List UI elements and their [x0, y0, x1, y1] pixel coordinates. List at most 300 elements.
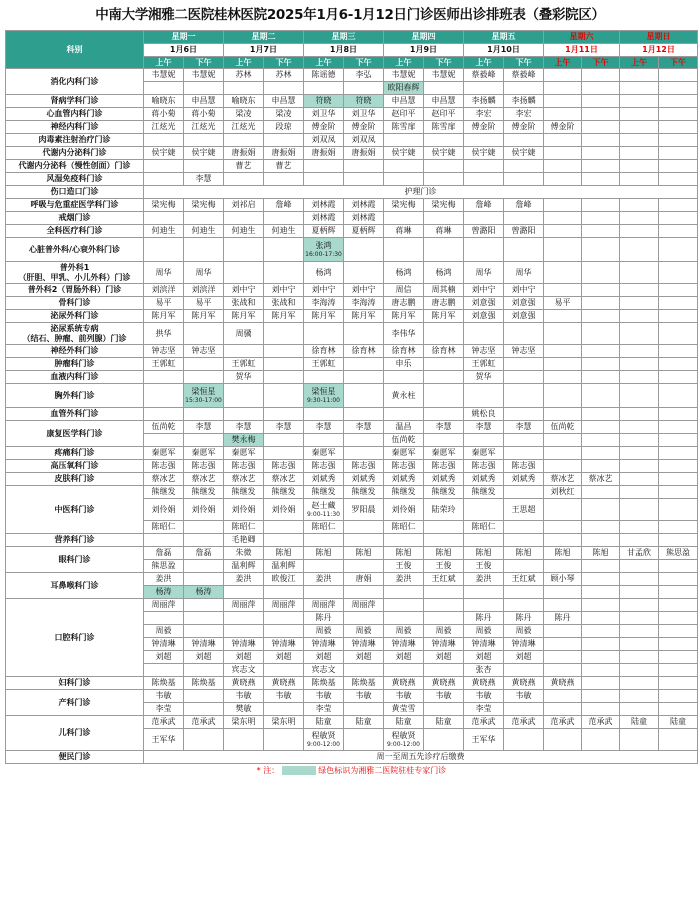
doctor-cell: [582, 82, 620, 95]
doctor-cell: [659, 134, 698, 147]
doctor-cell: 刘中宁: [264, 284, 304, 297]
doctor-cell: 陈雪扉: [384, 121, 424, 134]
doctor-cell: [224, 212, 264, 225]
department-name: 高压氧科门诊: [6, 460, 144, 473]
doctor-cell: 蒋小菊: [184, 108, 224, 121]
doctor-cell: [582, 371, 620, 384]
doctor-cell: 李莹: [144, 703, 184, 716]
doctor-cell: 王红斌: [504, 573, 544, 586]
doctor-cell: [659, 664, 698, 677]
doctor-cell: [344, 358, 384, 371]
doctor-cell: [544, 408, 582, 421]
doctor-cell: [620, 297, 659, 310]
doctor-cell: 姜洪: [144, 573, 184, 586]
doctor-cell: [582, 703, 620, 716]
doctor-cell: [264, 238, 304, 262]
doctor-cell: 周信: [384, 284, 424, 297]
doctor-cell: [184, 729, 224, 751]
doctor-cell: 陆童: [424, 716, 464, 729]
table-row: [6, 358, 698, 371]
doctor-cell: [264, 371, 304, 384]
table-row: [6, 262, 698, 284]
doctor-cell: 周毅: [304, 625, 344, 638]
doctor-cell: [504, 560, 544, 573]
doctor-cell: [464, 134, 504, 147]
doctor-cell: 夏柄辉: [304, 225, 344, 238]
doctor-cell: 范承武: [464, 716, 504, 729]
department-name: 肾病学科门诊: [6, 95, 144, 108]
doctor-cell: [582, 486, 620, 499]
doctor-cell: [344, 323, 384, 345]
table-row: [6, 599, 698, 612]
doctor-cell: 何迪生: [184, 225, 224, 238]
doctor-cell: [582, 460, 620, 473]
doctor-cell: [620, 121, 659, 134]
doctor-cell: [659, 599, 698, 612]
doctor-cell: 钟清琳: [424, 638, 464, 651]
doctor-cell: [504, 534, 544, 547]
department-name: 产科门诊: [6, 690, 144, 716]
table-row: [6, 345, 698, 358]
doctor-cell: [582, 599, 620, 612]
doctor-cell: 李海涛: [304, 297, 344, 310]
doctor-cell: 熊继发: [304, 486, 344, 499]
doctor-cell: [659, 434, 698, 447]
doctor-cell: [620, 651, 659, 664]
doctor-cell: [620, 238, 659, 262]
doctor-cell: [464, 82, 504, 95]
doctor-cell: 李慧: [504, 421, 544, 434]
doctor-cell: [344, 384, 384, 408]
weekday-header: 星期五: [464, 31, 544, 44]
doctor-cell: [659, 486, 698, 499]
doctor-cell: 王郭虹: [464, 358, 504, 371]
doctor-cell: [659, 238, 698, 262]
doctor-cell: [264, 521, 304, 534]
doctor-cell: 宾志文: [224, 664, 264, 677]
doctor-cell: [620, 284, 659, 297]
doctor-cell: [620, 199, 659, 212]
doctor-cell: [464, 212, 504, 225]
table-row: [6, 371, 698, 384]
doctor-cell: [344, 434, 384, 447]
doctor-cell: 熊思盈: [659, 547, 698, 560]
table-row: [6, 95, 698, 108]
doctor-cell: [620, 212, 659, 225]
doctor-cell: 喻晓东: [144, 95, 184, 108]
doctor-cell: [620, 384, 659, 408]
doctor-cell: 王思超: [504, 499, 544, 521]
doctor-cell: [224, 238, 264, 262]
doctor-cell: [659, 225, 698, 238]
doctor-cell: 刘伶娟: [384, 499, 424, 521]
doctor-cell: 傅金阶: [344, 121, 384, 134]
doctor-cell: 王军华: [144, 729, 184, 751]
doctor-cell: 李莹: [464, 703, 504, 716]
doctor-cell: [424, 408, 464, 421]
table-row: [6, 690, 698, 703]
doctor-cell: 段琼: [264, 121, 304, 134]
doctor-cell: 秦愿军: [184, 447, 224, 460]
doctor-cell: 陈志强: [184, 460, 224, 473]
doctor-cell: [659, 703, 698, 716]
doctor-cell: 赵印平: [384, 108, 424, 121]
doctor-cell: 王俊: [464, 560, 504, 573]
doctor-cell: 宾志文: [304, 664, 344, 677]
doctor-cell: [659, 147, 698, 160]
doctor-cell: 李慧: [264, 421, 304, 434]
table-row: [6, 69, 698, 82]
doctor-cell: [184, 573, 224, 586]
doctor-cell: 王红斌: [424, 573, 464, 586]
doctor-name: 梁恒星: [191, 387, 216, 396]
doctor-cell: [424, 729, 464, 751]
doctor-cell: 陈昭仁: [464, 521, 504, 534]
doctor-cell: [659, 586, 698, 599]
doctor-cell: [344, 447, 384, 460]
doctor-cell: 曾潞阳: [504, 225, 544, 238]
doctor-cell: [424, 521, 464, 534]
doctor-cell: 周华: [504, 262, 544, 284]
weekday-header: 星期日: [620, 31, 698, 44]
doctor-cell: [264, 434, 304, 447]
doctor-cell: [304, 408, 344, 421]
doctor-cell: 陆荣玲: [424, 499, 464, 521]
doctor-cell: 伍尚乾: [544, 421, 582, 434]
doctor-cell: 刘超: [504, 651, 544, 664]
doctor-cell: [504, 323, 544, 345]
doctor-cell: 钟志坚: [464, 345, 504, 358]
doctor-cell: [659, 499, 698, 521]
doctor-cell: [504, 664, 544, 677]
doctor-cell: [144, 371, 184, 384]
doctor-cell: [620, 560, 659, 573]
doctor-cell: [384, 729, 424, 751]
doctor-cell: [544, 238, 582, 262]
doctor-cell: 陈月军: [384, 310, 424, 323]
doctor-cell: 姜洪: [464, 573, 504, 586]
doctor-cell: 周毅: [344, 625, 384, 638]
doctor-cell: 苏林: [264, 69, 304, 82]
doctor-cell: 梁东明: [224, 716, 264, 729]
doctor-cell: [620, 82, 659, 95]
doctor-cell: 黄晓燕: [424, 677, 464, 690]
doctor-cell: [659, 447, 698, 460]
doctor-cell: 周毅: [144, 625, 184, 638]
doctor-cell: 何迪生: [144, 225, 184, 238]
doctor-cell: [264, 323, 304, 345]
doctor-cell: 刘伶娟: [224, 499, 264, 521]
doctor-cell: [344, 560, 384, 573]
doctor-cell: [264, 345, 304, 358]
doctor-cell: 陈丹: [464, 612, 504, 625]
doctor-cell: 欧俊江: [264, 573, 304, 586]
doctor-cell: 秦愿军: [424, 447, 464, 460]
doctor-cell: 钟志坚: [184, 345, 224, 358]
doctor-cell: 刘中宁: [344, 284, 384, 297]
doctor-cell: [620, 638, 659, 651]
doctor-cell: [264, 212, 304, 225]
doctor-cell: [344, 160, 384, 173]
doctor-cell: 范承武: [582, 716, 620, 729]
department-name: 耳鼻喉科门诊: [6, 573, 144, 599]
table-row: [6, 460, 698, 473]
column-header-dept: 科别: [6, 31, 144, 69]
session-header: 下午: [184, 57, 224, 69]
doctor-cell: [344, 238, 384, 262]
doctor-cell: [224, 625, 264, 638]
doctor-cell: 温利辉: [264, 560, 304, 573]
doctor-cell: [304, 434, 344, 447]
doctor-cell: [264, 408, 304, 421]
doctor-cell: 陈丹: [544, 612, 582, 625]
session-header: 下午: [659, 57, 698, 69]
doctor-cell: [620, 134, 659, 147]
doctor-cell: [464, 160, 504, 173]
doctor-cell: [184, 238, 224, 262]
doctor-cell: [184, 134, 224, 147]
doctor-cell: [620, 625, 659, 638]
doctor-cell: 周华: [184, 262, 224, 284]
session-header: 上午: [464, 57, 504, 69]
doctor-cell: [384, 586, 424, 599]
doctor-cell: [184, 703, 224, 716]
doctor-cell: [582, 69, 620, 82]
doctor-cell: [144, 134, 184, 147]
doctor-cell: 刘卫华: [304, 108, 344, 121]
doctor-cell: 陈焕基: [144, 677, 184, 690]
doctor-cell: [304, 371, 344, 384]
doctor-cell: 陈丹: [504, 612, 544, 625]
table-row: [6, 212, 698, 225]
doctor-cell: [620, 95, 659, 108]
date-header: 1月6日: [144, 44, 224, 57]
doctor-cell: [582, 108, 620, 121]
doctor-cell: [620, 664, 659, 677]
doctor-cell: [582, 297, 620, 310]
doctor-cell: 熊继发: [144, 486, 184, 499]
doctor-cell: [224, 586, 264, 599]
doctor-cell: 陈志强: [504, 460, 544, 473]
doctor-cell: 刘斌秀: [304, 473, 344, 486]
doctor-cell: 陈志强: [304, 460, 344, 473]
doctor-cell: [184, 408, 224, 421]
doctor-cell: 陈月军: [424, 310, 464, 323]
doctor-cell: 唐志鹏: [384, 297, 424, 310]
doctor-cell: [264, 262, 304, 284]
doctor-cell: [544, 384, 582, 408]
table-row: [6, 238, 698, 262]
doctor-cell: [184, 384, 224, 408]
doctor-cell: 江炫光: [224, 121, 264, 134]
doctor-cell: 陈志强: [144, 460, 184, 473]
doctor-cell: [582, 586, 620, 599]
doctor-cell: [620, 371, 659, 384]
doctor-cell: 蔡冰艺: [582, 473, 620, 486]
doctor-cell: 欧阳春辉: [384, 82, 424, 95]
doctor-cell: [184, 160, 224, 173]
doctor-cell: [264, 134, 304, 147]
doctor-cell: 陆童: [344, 716, 384, 729]
doctor-cell: 陈旭: [582, 547, 620, 560]
doctor-cell: [504, 212, 544, 225]
doctor-cell: [620, 612, 659, 625]
doctor-cell: 熊继发: [184, 486, 224, 499]
doctor-cell: 刘超: [184, 651, 224, 664]
session-header: 上午: [144, 57, 184, 69]
doctor-cell: [544, 499, 582, 521]
doctor-cell: [659, 262, 698, 284]
doctor-cell: [544, 703, 582, 716]
doctor-cell: 周丽萍: [224, 599, 264, 612]
doctor-cell: 黄晓燕: [544, 677, 582, 690]
doctor-cell: 陈志强: [424, 460, 464, 473]
doctor-cell: 韦敏: [144, 690, 184, 703]
header-row-weekdays: [6, 31, 698, 44]
doctor-cell: 唐振娟: [224, 147, 264, 160]
doctor-cell: [582, 499, 620, 521]
doctor-cell: 刘超: [344, 651, 384, 664]
doctor-cell: [582, 612, 620, 625]
doctor-cell: 侯宇婕: [184, 147, 224, 160]
doctor-cell: 蒋小菊: [144, 108, 184, 121]
doctor-cell: [144, 238, 184, 262]
doctor-cell: 梁宪梅: [384, 199, 424, 212]
table-row: [6, 225, 698, 238]
doctor-cell: [659, 690, 698, 703]
table-row: [6, 384, 698, 408]
doctor-cell: 陈志强: [384, 460, 424, 473]
doctor-cell: [620, 460, 659, 473]
doctor-cell: 詹磊: [184, 547, 224, 560]
doctor-cell: [620, 447, 659, 460]
doctor-cell: 周丽萍: [304, 599, 344, 612]
date-header: 1月8日: [304, 44, 384, 57]
doctor-cell: 江炫光: [184, 121, 224, 134]
doctor-cell: 韦敏: [344, 690, 384, 703]
doctor-cell: [582, 651, 620, 664]
doctor-cell: [659, 729, 698, 751]
doctor-cell: 申昌慧: [424, 95, 464, 108]
doctor-cell: 李慧: [224, 421, 264, 434]
doctor-cell: 刘超: [424, 651, 464, 664]
doctor-cell: 陈昭仁: [144, 521, 184, 534]
doctor-cell: 陆童: [620, 716, 659, 729]
doctor-cell: 黄晓燕: [384, 677, 424, 690]
doctor-cell: [620, 108, 659, 121]
doctor-cell: [544, 434, 582, 447]
doctor-cell: [544, 134, 582, 147]
doctor-cell: 刘林霞: [304, 199, 344, 212]
doctor-cell: [582, 262, 620, 284]
schedule-table: [5, 30, 698, 778]
doctor-cell: [582, 225, 620, 238]
doctor-cell: 拱华: [144, 323, 184, 345]
doctor-cell: 周丽萍: [344, 599, 384, 612]
doctor-cell: 刘秋红: [544, 486, 582, 499]
doctor-cell: [620, 499, 659, 521]
doctor-cell: [264, 82, 304, 95]
doctor-cell: [582, 573, 620, 586]
doctor-cell: [544, 173, 582, 186]
doctor-cell: [582, 345, 620, 358]
doctor-cell: [544, 521, 582, 534]
doctor-cell: [659, 625, 698, 638]
table-row: [6, 716, 698, 729]
doctor-cell: 姚松良: [464, 408, 504, 421]
doctor-cell: 范承武: [184, 716, 224, 729]
department-name: 全科医疗科门诊: [6, 225, 144, 238]
doctor-cell: [659, 638, 698, 651]
doctor-cell: [582, 534, 620, 547]
department-name: 肿瘤科门诊: [6, 358, 144, 371]
doctor-cell: 陈焕基: [184, 677, 224, 690]
doctor-cell: 韦慧妮: [384, 69, 424, 82]
doctor-cell: 陈月军: [304, 310, 344, 323]
doctor-cell: 侯宇婕: [384, 147, 424, 160]
doctor-cell: 黄晓燕: [504, 677, 544, 690]
doctor-cell: [264, 173, 304, 186]
doctor-cell: [659, 521, 698, 534]
department-name: 血液内科门诊: [6, 371, 144, 384]
doctor-cell: 刘意强: [464, 297, 504, 310]
doctor-cell: 贺华: [224, 371, 264, 384]
doctor-cell: 陆童: [304, 716, 344, 729]
table-row: [6, 677, 698, 690]
doctor-cell: [659, 173, 698, 186]
doctor-cell: 王俊: [424, 560, 464, 573]
doctor-name: 梁恒星: [311, 387, 336, 396]
doctor-cell: [184, 625, 224, 638]
doctor-cell: [424, 358, 464, 371]
doctor-name: 张鸿: [315, 241, 332, 250]
doctor-cell: [620, 408, 659, 421]
doctor-cell: 蔡冰艺: [184, 473, 224, 486]
doctor-cell: [144, 408, 184, 421]
doctor-cell: 朱微: [224, 547, 264, 560]
doctor-cell: [184, 612, 224, 625]
doctor-cell: 王郭虹: [144, 358, 184, 371]
doctor-cell: [620, 434, 659, 447]
doctor-cell: [620, 345, 659, 358]
doctor-cell: 钟清琳: [184, 638, 224, 651]
table-row: [6, 284, 698, 297]
doctor-cell: [504, 358, 544, 371]
doctor-cell: [384, 534, 424, 547]
doctor-cell: [544, 534, 582, 547]
doctor-cell: [504, 371, 544, 384]
table-row: [6, 408, 698, 421]
session-header: 上午: [620, 57, 659, 69]
doctor-cell: [659, 651, 698, 664]
doctor-cell: [304, 323, 344, 345]
doctor-cell: [264, 729, 304, 751]
doctor-cell: [544, 69, 582, 82]
doctor-cell: [424, 160, 464, 173]
doctor-cell: 钟清琳: [144, 638, 184, 651]
doctor-cell: [184, 371, 224, 384]
doctor-cell: 伍尚乾: [144, 421, 184, 434]
doctor-cell: [582, 160, 620, 173]
doctor-cell: [620, 69, 659, 82]
doctor-cell: [504, 521, 544, 534]
doctor-cell: 陈旭: [464, 547, 504, 560]
doctor-cell: [544, 95, 582, 108]
session-header: 上午: [384, 57, 424, 69]
doctor-cell: 刘斌秀: [424, 473, 464, 486]
doctor-cell: [504, 408, 544, 421]
doctor-cell: 熊思盈: [144, 560, 184, 573]
